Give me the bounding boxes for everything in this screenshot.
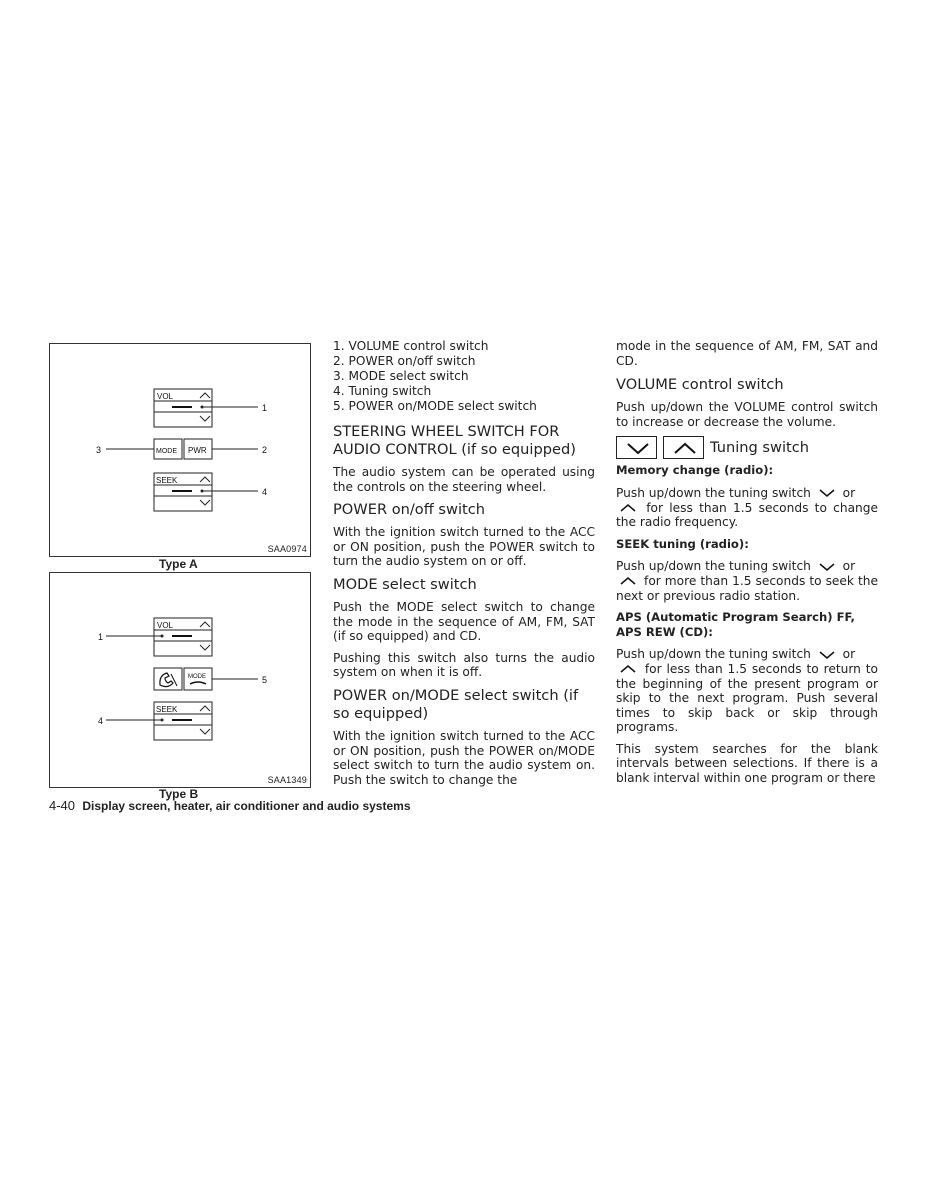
list-item: 1. VOLUME control switch [333, 339, 489, 353]
heading-tuning-switch: Tuning switch [710, 438, 809, 456]
heading-seek-tuning: SEEK tuning (radio): [616, 536, 749, 551]
paragraph: With the ignition switch turned to the ACC or ON position, push the POWER on/MODE select switch to turn the audio system on. Push the switch to change the [333, 728, 595, 787]
callout-1-b: 1 [98, 632, 104, 642]
paragraph: Push up/down the VOLUME control switch to increase or decrease the volume. [616, 400, 878, 429]
chevron-down-icon [626, 440, 650, 456]
paragraph: The audio system can be operated using the controls on the steering wheel. [333, 465, 595, 494]
text-fragment: Push up/down the tuning switch [616, 647, 811, 662]
section-title: Display screen, heater, air conditioner and audio systems [82, 799, 411, 813]
chevron-down-icon [815, 649, 839, 661]
figure-caption-b: Type B [159, 787, 199, 801]
steering-switch-diagram-b [50, 573, 312, 789]
figure-caption-a: Type A [159, 557, 198, 571]
mode-label: MODE [156, 448, 177, 455]
figure-code-a: SAA0974 [267, 544, 307, 554]
chevron-up-icon [616, 575, 640, 587]
text-fragment: or [842, 647, 856, 662]
text-fragment: for less than 1.5 seconds to return to the beginning of the present program or skip to the next program. Push several times to skip back or skip through programs. [616, 661, 879, 735]
text-fragment: for more than 1.5 seconds to seek the next or previous radio station. [616, 573, 879, 603]
callout-5: 5 [262, 675, 268, 685]
text-fragment: Push up/down the tuning switch [616, 485, 811, 500]
tuning-up-button-graphic [663, 436, 704, 459]
figure-type-b [49, 572, 311, 788]
figure-type-a [49, 343, 311, 557]
paragraph [616, 486, 878, 530]
chevron-up-icon [616, 502, 640, 514]
pwr-label: PWR [188, 446, 207, 455]
text-fragment: Push up/down the tuning switch [616, 559, 811, 574]
page-footer [49, 798, 411, 813]
text-column-right [616, 339, 878, 786]
list-item: 3. MODE select switch [333, 369, 469, 383]
text-fragment: for less than 1.5 seconds to change the radio frequency. [616, 500, 878, 530]
paragraph: Push the MODE select switch to change the mode in the sequence of AM, FM, SAT (if so equipped) and CD. [333, 599, 595, 644]
heading-steering-wheel-switch: STEERING WHEEL SWITCH FOR AUDIO CONTROL (if so equipped) [333, 423, 576, 458]
text-fragment: or [842, 485, 856, 500]
steering-switch-diagram-a [50, 344, 312, 558]
page-number: 4-40 [49, 798, 76, 813]
heading-volume-switch: VOLUME control switch [616, 376, 784, 394]
heading-power-mode-switch: POWER on/MODE select switch (if so equipped) [333, 686, 579, 722]
callout-1: 1 [262, 403, 268, 413]
chevron-down-icon [815, 561, 839, 573]
switch-list [333, 339, 595, 414]
callout-4: 4 [262, 487, 268, 497]
callout-2: 2 [262, 445, 268, 455]
figure-code-b: SAA1349 [267, 775, 307, 785]
list-item: 4. Tuning switch [333, 384, 432, 398]
vol-label: VOL [157, 392, 174, 401]
chevron-up-icon [616, 663, 640, 675]
text-column-middle [333, 339, 595, 787]
list-item: 2. POWER on/off switch [333, 354, 476, 368]
mode-label-b: MODE [188, 674, 206, 680]
seek-label-b: SEEK [156, 705, 178, 714]
list-item: 5. POWER on/MODE select switch [333, 399, 537, 413]
heading-power-switch: POWER on/off switch [333, 501, 486, 519]
vol-label-b: VOL [157, 621, 174, 630]
chevron-up-icon [673, 440, 697, 456]
seek-label: SEEK [156, 476, 178, 485]
heading-aps: APS (Automatic Program Search) FF, APS REW (CD): [616, 610, 855, 639]
phone-icon [160, 673, 177, 687]
heading-memory-change: Memory change (radio): [616, 463, 774, 478]
chevron-down-icon [815, 487, 839, 499]
tuning-down-button-graphic [616, 436, 657, 459]
paragraph: This system searches for the blank intervals between selections. If there is a blank interval within one program or there [616, 741, 878, 786]
paragraph: With the ignition switch turned to the ACC or ON position, push the POWER switch to turn the audio system on or off. [333, 525, 595, 569]
paragraph [616, 647, 878, 735]
paragraph: Pushing this switch also turns the audio system on when it is off. [333, 650, 595, 680]
paragraph [616, 559, 878, 603]
text-fragment: or [842, 559, 856, 574]
paragraph: mode in the sequence of AM, FM, SAT and CD. [616, 339, 878, 368]
tuning-switch-row [616, 436, 878, 459]
callout-4-b: 4 [98, 716, 104, 726]
callout-3: 3 [96, 445, 102, 455]
heading-mode-switch: MODE select switch [333, 575, 477, 593]
